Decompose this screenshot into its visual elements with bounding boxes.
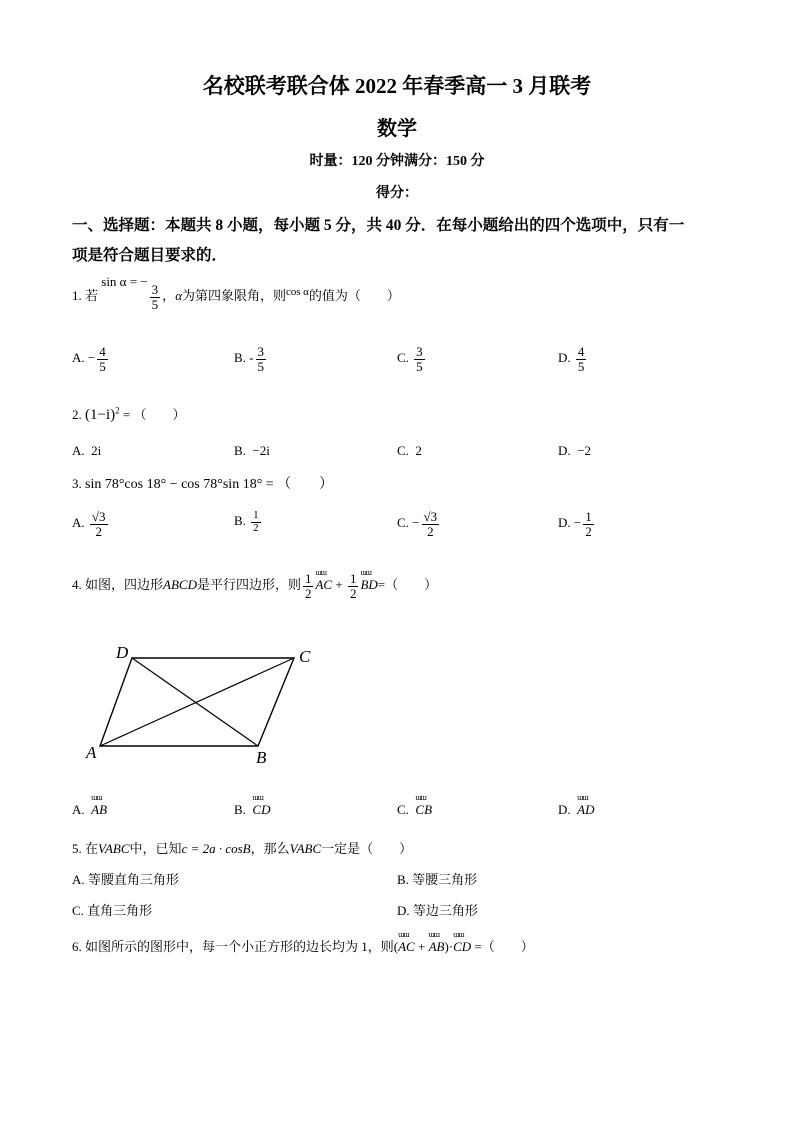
q5-text-b: 中，已知 <box>129 841 182 856</box>
q4-half-2 <box>348 572 359 600</box>
option-label: B. <box>397 872 409 887</box>
q6-close-paren: )· <box>444 939 454 954</box>
q1-option-d[interactable] <box>558 345 588 373</box>
q5-triangle: VABC <box>98 841 130 856</box>
q4-option-a[interactable] <box>72 802 107 818</box>
q3-option-c[interactable] <box>397 510 441 538</box>
option-fraction <box>422 510 440 538</box>
question-1 <box>72 274 400 312</box>
frac-den: 5 <box>257 358 265 374</box>
q6-vector-ab: ɯɯ AB <box>429 939 445 955</box>
option-label: D. <box>558 443 571 458</box>
option-fraction <box>251 510 261 534</box>
q1-sin-expr: sin α = − <box>101 274 148 290</box>
option-sign: − <box>573 515 582 531</box>
option-label: D. <box>558 350 571 366</box>
option-fraction <box>583 510 594 538</box>
vertex-label-c: C <box>299 647 311 666</box>
question-number: 4. <box>72 577 82 593</box>
option-value: 2 <box>415 443 422 458</box>
frac-den: 2 <box>585 523 592 539</box>
question-5 <box>72 838 412 857</box>
frac-num: 4 <box>99 344 106 359</box>
option-value: 等腰三角形 <box>412 872 478 887</box>
q5-option-c[interactable] <box>72 900 152 919</box>
option-fraction <box>414 345 425 373</box>
q6-open-paren: ( <box>393 939 399 954</box>
option-vector: ɯɯ CD <box>252 802 270 818</box>
q1-option-a[interactable] <box>72 345 110 373</box>
vertex-label-a: A <box>86 743 97 762</box>
option-label: A. <box>72 802 85 817</box>
q1-cos: cos α <box>286 285 309 298</box>
option-value: −2 <box>577 443 591 458</box>
option-label: D. <box>558 802 571 817</box>
q3-option-d[interactable] <box>558 510 596 538</box>
q1-alpha: α <box>175 288 183 304</box>
q1-text: 为第四象限角，则 <box>182 288 287 304</box>
option-label: C. <box>72 903 84 918</box>
q5-option-a[interactable] <box>72 869 179 888</box>
time-info: 时量：120 分钟满分：150 分 <box>309 154 485 169</box>
option-value: −2i <box>252 443 270 458</box>
frac-num: 1 <box>585 509 592 524</box>
option-label: A. <box>72 443 85 458</box>
option-label: D. <box>558 515 571 531</box>
q5-text-c: ，那么 <box>250 841 290 856</box>
q6-vector-ac: ɯɯ AC <box>398 939 415 955</box>
option-vector: ɯɯ CB <box>415 802 432 818</box>
q1-option-b[interactable] <box>234 345 268 373</box>
option-value: 等腰直角三角形 <box>87 872 179 887</box>
option-label: D. <box>397 903 410 918</box>
q6-vector-cd: ɯɯ CD <box>453 939 471 955</box>
q5-option-b[interactable] <box>397 869 477 888</box>
q2-option-b[interactable] <box>234 443 270 459</box>
frac-num: √3 <box>423 509 438 524</box>
option-fraction <box>576 345 587 373</box>
frac-num: 1 <box>349 571 357 586</box>
option-label: C. <box>397 515 409 531</box>
q4-option-b[interactable] <box>234 802 270 818</box>
q1-tail: 的值为（ ） <box>308 288 400 304</box>
exam-title: 名校联考联合体 2022 年春季高一 3 月联考 <box>202 74 592 98</box>
section-heading-line2: 项是符合题目要求的． <box>72 247 228 264</box>
option-label: A. <box>72 515 85 531</box>
option-label: C. <box>397 802 409 817</box>
option-vector: ɯɯ AB <box>91 802 107 818</box>
frac-den: 2 <box>304 585 312 601</box>
q1-prefix: 若 <box>85 288 99 304</box>
option-value: 等边三角形 <box>412 903 478 918</box>
q5-condition: c = 2a · cosB <box>181 841 251 856</box>
q6-text: 如图所示的图形中，每一个小正方形的边长均为 1，则 <box>85 939 394 954</box>
frac-num: 3 <box>416 344 423 359</box>
q4-vector-ac: ɯɯ AC <box>315 577 332 593</box>
frac-num: 1 <box>304 571 312 586</box>
q4-option-c[interactable] <box>397 802 432 818</box>
q2-tail: = （ ） <box>119 407 186 422</box>
option-label: A. <box>72 350 85 366</box>
frac-num: 1 <box>253 509 259 521</box>
option-sign: − <box>87 350 96 366</box>
question-number: 2. <box>72 407 82 422</box>
vertex-label-d: D <box>116 643 129 662</box>
question-number: 5. <box>72 841 82 856</box>
vertex-label-b: B <box>256 748 267 767</box>
option-label: B. <box>234 513 246 529</box>
question-number: 3. <box>72 476 82 491</box>
frac-den: 5 <box>99 358 106 374</box>
q2-option-d[interactable] <box>558 443 591 459</box>
option-fraction <box>97 345 108 373</box>
q2-exponent: 2 <box>115 405 120 416</box>
option-sign: - <box>249 350 254 366</box>
q3-option-a[interactable] <box>72 510 110 538</box>
question-number: 1. <box>72 288 82 304</box>
option-label: A. <box>72 872 85 887</box>
option-vector: ɯɯ AD <box>577 802 594 818</box>
q3-option-b[interactable] <box>234 510 263 534</box>
option-label: C. <box>397 350 409 366</box>
q4-text2: 是平行四边形，则 <box>196 577 301 593</box>
q2-option-a[interactable] <box>72 443 101 459</box>
option-label: B. <box>234 802 246 817</box>
frac-den: 2 <box>427 523 434 539</box>
section-heading-line1: 一、选择题：本题共 8 小题，每小题 5 分，共 40 分．在每小题给出的四个选项中，只有一 <box>72 217 685 234</box>
q4-half-1 <box>303 572 314 600</box>
option-label: B. <box>234 350 246 366</box>
question-6 <box>72 936 534 955</box>
subject-title: 数学 <box>377 118 417 140</box>
option-label: B. <box>234 443 246 458</box>
q5-text-a: 在 <box>85 841 99 856</box>
q5-option-d[interactable] <box>397 900 478 919</box>
q1-fraction <box>150 283 161 311</box>
frac-num: 3 <box>151 282 159 297</box>
q4-option-d[interactable] <box>558 802 594 818</box>
q3-expr: sin 78°cos 18° − cos 78°sin 18° = （ ） <box>85 477 334 492</box>
option-value: 直角三角形 <box>87 903 153 918</box>
q6-tail: =（ ） <box>474 939 534 954</box>
option-value: 2i <box>91 443 102 458</box>
frac-num: 4 <box>577 344 585 359</box>
option-fraction <box>256 345 267 373</box>
frac-den: 5 <box>416 358 423 374</box>
q5-text-d: 一定是（ ） <box>321 841 413 856</box>
frac-num: 3 <box>257 344 265 359</box>
question-number: 6. <box>72 939 82 954</box>
q4-vector-bd: ɯɯ BD <box>360 577 377 593</box>
q4-text: 如图，四边形 <box>85 577 164 593</box>
frac-den: 2 <box>95 523 102 539</box>
option-sign: − <box>412 515 420 531</box>
frac-num: √3 <box>91 509 106 524</box>
q2-option-c[interactable] <box>397 443 422 459</box>
q1-comma: ， <box>162 288 176 304</box>
q1-option-c[interactable] <box>397 345 427 373</box>
option-fraction <box>90 510 108 538</box>
question-2 <box>72 404 185 424</box>
question-4 <box>72 572 437 600</box>
q4-plus: + <box>335 577 343 593</box>
q2-expr: (1−i) <box>85 407 116 423</box>
score-label: 得分： <box>376 186 418 201</box>
frac-den: 2 <box>253 521 259 534</box>
frac-den: 2 <box>349 585 357 601</box>
q4-shape: ABCD <box>163 577 197 593</box>
q5-triangle-2: VABC <box>289 841 322 856</box>
q6-plus: + <box>417 939 426 954</box>
frac-den: 5 <box>577 358 585 374</box>
q4-tail: =（ ） <box>377 577 438 593</box>
frac-den: 5 <box>151 296 159 312</box>
question-3 <box>72 473 333 493</box>
option-label: C. <box>397 443 409 458</box>
